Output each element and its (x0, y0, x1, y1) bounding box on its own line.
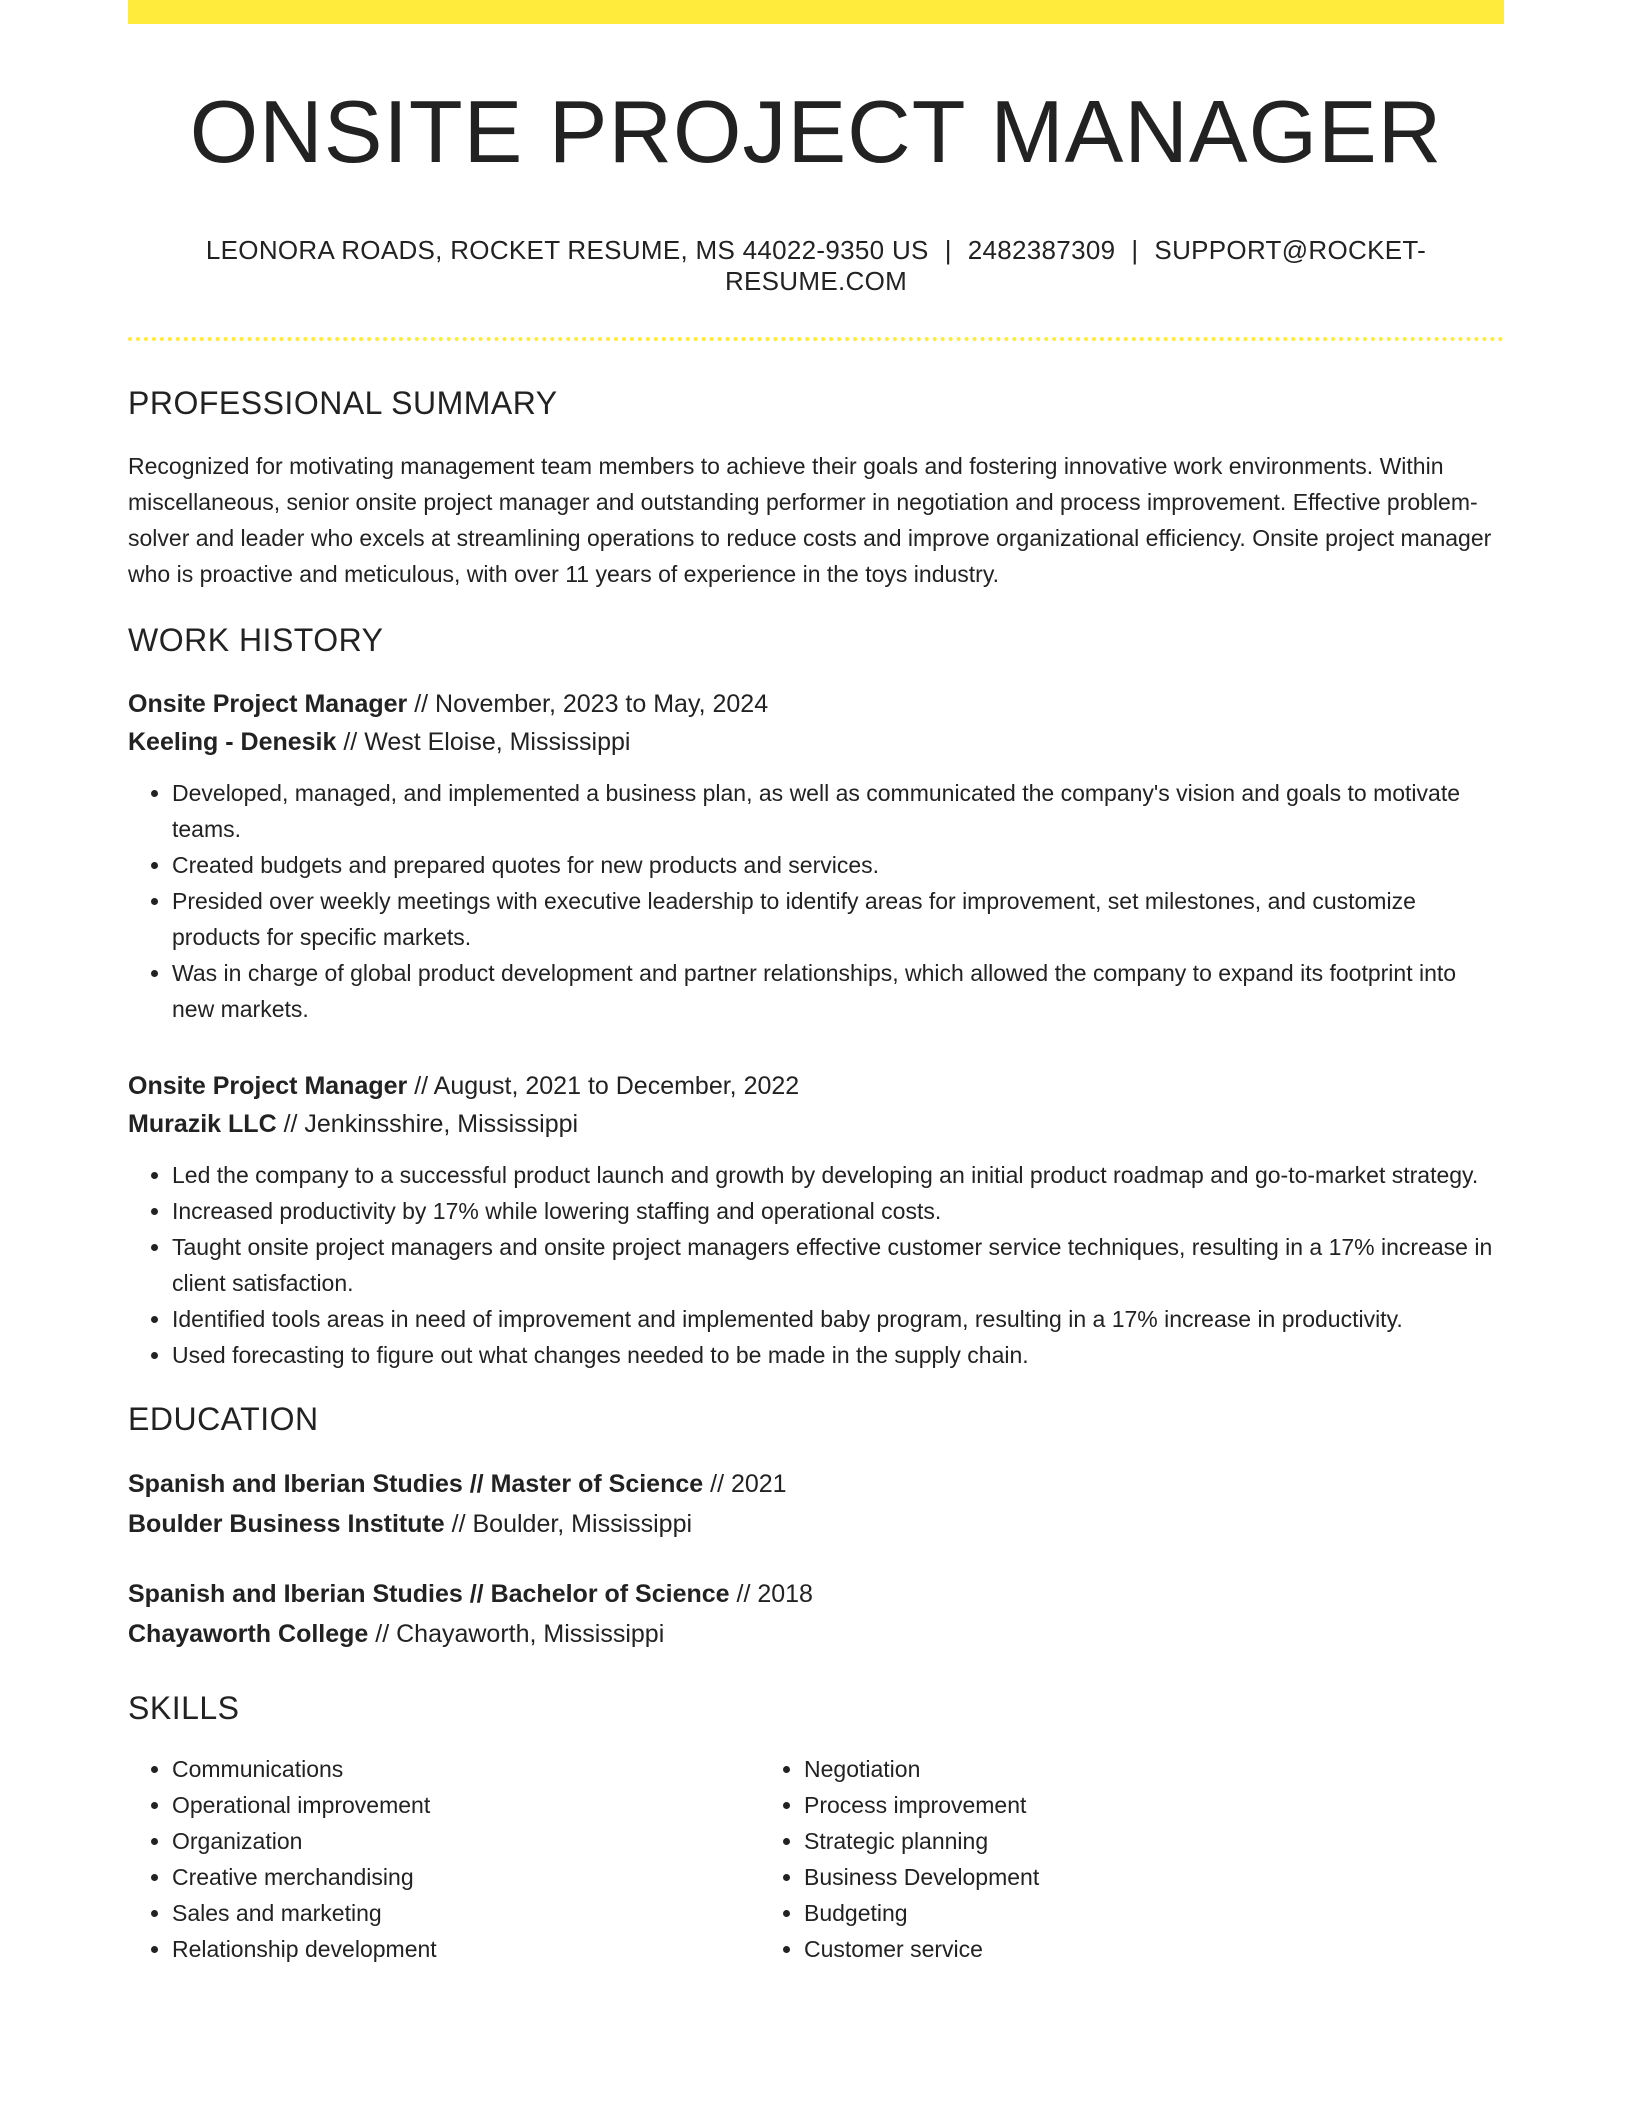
job-dates: // August, 2021 to December, 2022 (407, 1071, 800, 1100)
list-item: • Customer service (804, 1931, 1458, 1967)
contact-separator: | (1131, 234, 1139, 265)
resume-page (128, 0, 1504, 1967)
education-year: // 2021 (703, 1469, 787, 1498)
contact-address: LEONORA ROADS, ROCKET RESUME, MS 44022-9350 US (205, 234, 929, 265)
list-item: • Sales and marketing (172, 1895, 758, 1931)
job-entry (128, 685, 1504, 1027)
list-item: • Identified tools areas in need of improvement and implemented baby program, resulting in a 17% increase in productivity. (172, 1301, 1504, 1337)
job-title-line (128, 685, 1504, 723)
skills-grid (128, 1751, 1504, 1967)
education-degree: Spanish and Iberian Studies // Master of Science (128, 1469, 704, 1498)
list-item: • Operational improvement (172, 1787, 758, 1823)
list-item: • Communications (172, 1751, 758, 1787)
list-item: • Strategic planning (804, 1823, 1458, 1859)
skills-column-left (128, 1751, 758, 1967)
job-title-line (128, 1067, 1504, 1105)
education-degree-line (128, 1574, 1504, 1614)
contact-phone: 2482387309 (967, 234, 1116, 265)
education-degree-line (128, 1464, 1504, 1504)
job-entry (128, 1067, 1504, 1373)
list-item: • Negotiation (804, 1751, 1458, 1787)
job-company: Keeling - Denesik (128, 727, 337, 756)
job-role: Onsite Project Manager (128, 689, 408, 718)
job-location: // Jenkinsshire, Mississippi (276, 1109, 579, 1138)
education-school-line (128, 1504, 1504, 1544)
list-item: • Created budgets and prepared quotes for new products and services. (172, 847, 1504, 883)
job-company-line (128, 1105, 1504, 1143)
list-item: • Led the company to a successful product launch and growth by developing an initial product roadmap and go-to-market strategy. (172, 1157, 1504, 1193)
list-item: • Budgeting (804, 1895, 1458, 1931)
education-degree: Spanish and Iberian Studies // Bachelor of Science (128, 1579, 730, 1608)
section-title-work-history: WORK HISTORY (128, 621, 384, 658)
job-role: Onsite Project Manager (128, 1071, 408, 1100)
education-entry (128, 1574, 1504, 1654)
list-item: • Organization (172, 1823, 758, 1859)
education-school-line (128, 1614, 1504, 1654)
resume-title: ONSITE PROJECT MANAGER (189, 82, 1443, 181)
job-company-line (128, 723, 1504, 761)
list-item: • Was in charge of global product development and partner relationships, which allowed the company to expand its footprint into new markets. (172, 955, 1504, 1027)
contact-line (128, 235, 1504, 297)
job-bullets (128, 1157, 1504, 1373)
job-bullets (128, 775, 1504, 1027)
summary-text: Recognized for motivating management team members to achieve their goals and fostering innovative work environments. Within miscellaneous, senior onsite project manager and outstanding performer in negotiation and process improvement. Effective problem-solver and leader who excels at streamlining operations to reduce costs and improve organizational efficiency. Onsite project manager who is proactive and meticulous, with over 11 years of experience in the toys industry. (128, 452, 1492, 587)
skills-column-right (758, 1751, 1458, 1967)
contact-separator: | (944, 234, 952, 265)
contact-email: SUPPORT@ROCKET-RESUME.COM (724, 234, 1427, 296)
education-school: Chayaworth College (128, 1619, 369, 1648)
list-item: • Increased productivity by 17% while lowering staffing and operational costs. (172, 1193, 1504, 1229)
list-item: • Process improvement (804, 1787, 1458, 1823)
education-location: // Chayaworth, Mississippi (368, 1619, 665, 1648)
list-item: • Business Development (804, 1859, 1458, 1895)
dotted-divider (128, 337, 1504, 341)
top-accent-bar (128, 0, 1504, 24)
list-item: • Used forecasting to figure out what changes needed to be made in the supply chain. (172, 1337, 1504, 1373)
list-item: • Taught onsite project managers and onsite project managers effective customer service techniques, resulting in a 17% increase in client satisfaction. (172, 1229, 1504, 1301)
list-item: • Relationship development (172, 1931, 758, 1967)
job-company: Murazik LLC (128, 1109, 277, 1138)
education-year: // 2018 (729, 1579, 813, 1608)
section-title-skills: SKILLS (128, 1689, 240, 1726)
education-location: // Boulder, Mississippi (444, 1509, 693, 1538)
section-title-summary: PROFESSIONAL SUMMARY (128, 384, 558, 421)
job-dates: // November, 2023 to May, 2024 (407, 689, 769, 718)
list-item: • Presided over weekly meetings with executive leadership to identify areas for improvement, set milestones, and customize products for specific markets. (172, 883, 1504, 955)
list-item: • Creative merchandising (172, 1859, 758, 1895)
education-school: Boulder Business Institute (128, 1509, 445, 1538)
section-title-education: EDUCATION (128, 1400, 319, 1437)
job-location: // West Eloise, Mississippi (336, 727, 631, 756)
list-item: • Developed, managed, and implemented a business plan, as well as communicated the company's vision and goals to motivate teams. (172, 775, 1504, 847)
education-entry (128, 1464, 1504, 1544)
